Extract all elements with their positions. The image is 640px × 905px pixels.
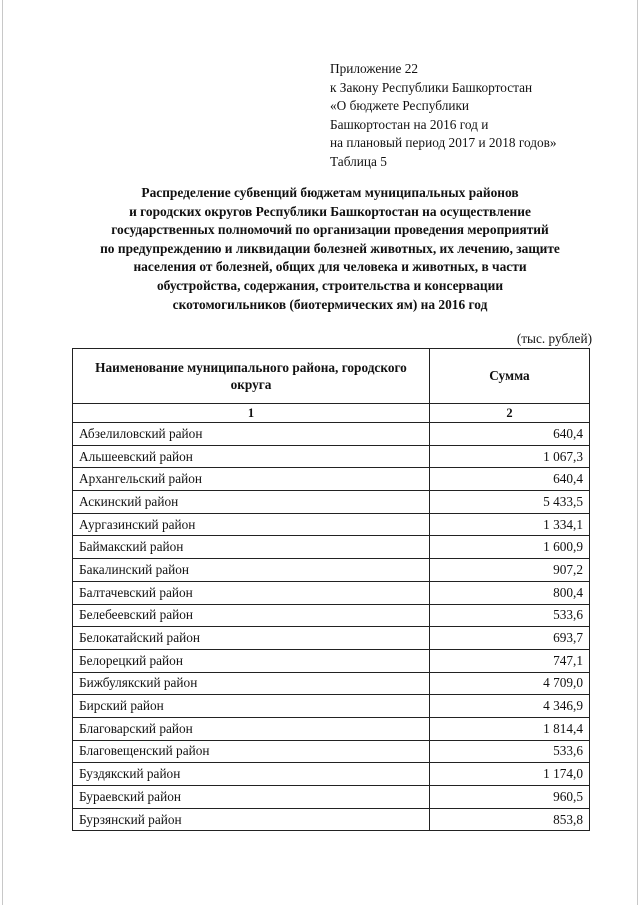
column-number-2: 2 [430, 404, 590, 423]
page-edge-left [2, 0, 3, 905]
header-sum: Сумма [430, 349, 590, 404]
district-name: Бижбулякский район [73, 672, 430, 695]
district-amount: 1 067,3 [430, 445, 590, 468]
district-amount: 693,7 [430, 627, 590, 650]
district-name: Благоварский район [73, 717, 430, 740]
appendix-line: Приложение 22 [330, 61, 418, 76]
district-amount: 747,1 [430, 649, 590, 672]
title-line: обустройства, содержания, строительства и консервации [156, 277, 504, 293]
district-name: Бирский район [73, 695, 430, 718]
page-edge-right [637, 0, 638, 905]
table-row [73, 491, 590, 514]
district-amount: 533,6 [430, 740, 590, 763]
title-line: скотомогильников (биотермических ям) на 2016 год [172, 296, 488, 312]
district-amount: 5 433,5 [430, 491, 590, 514]
table-row [73, 649, 590, 672]
district-name: Балтачевский район [73, 581, 430, 604]
table-row [73, 627, 590, 650]
table-row [73, 445, 590, 468]
district-amount: 4 346,9 [430, 695, 590, 718]
appendix-line: Башкортостан на 2016 год и [330, 116, 489, 132]
subsidy-table [72, 348, 590, 831]
district-name: Абзелиловский район [73, 423, 430, 446]
district-name: Буздякский район [73, 763, 430, 786]
district-amount: 640,4 [430, 468, 590, 491]
district-amount: 1 174,0 [430, 763, 590, 786]
district-name: Аургазинский район [73, 513, 430, 536]
district-name: Баймакский район [73, 536, 430, 559]
header-name: Наименование муниципального района, городского округа [73, 349, 430, 404]
district-name: Бураевский район [73, 786, 430, 809]
district-amount: 4 709,0 [430, 672, 590, 695]
district-name: Белокатайский район [73, 627, 430, 650]
district-amount: 533,6 [430, 604, 590, 627]
district-amount: 1 814,4 [430, 717, 590, 740]
appendix-line: на плановый период 2017 и 2018 годов» [330, 135, 557, 151]
table-row [73, 786, 590, 809]
table-row [73, 559, 590, 582]
district-amount: 853,8 [430, 808, 590, 831]
district-name: Белебеевский район [73, 604, 430, 627]
table-row [73, 672, 590, 695]
table-row [73, 695, 590, 718]
title-line: государственных полномочий по организации проведения мероприятий [111, 222, 549, 238]
table-row [73, 513, 590, 536]
title-line: по предупреждению и ликвидации болезней животных, их лечению, защите [100, 240, 560, 256]
column-number-1: 1 [73, 404, 430, 423]
title-line: Распределение субвенций бюджетам муниципальных районов [141, 185, 519, 200]
units-label: (тыс. рублей) [516, 331, 592, 346]
table-header-row [73, 349, 590, 404]
district-amount: 1 600,9 [430, 536, 590, 559]
district-name: Аскинский район [73, 491, 430, 514]
table-row [73, 423, 590, 446]
district-name: Благовещенский район [73, 740, 430, 763]
district-amount: 1 334,1 [430, 513, 590, 536]
district-amount: 800,4 [430, 581, 590, 604]
table-row [73, 604, 590, 627]
table-row [73, 468, 590, 491]
title-line: и городских округов Республики Башкортостан на осуществление [129, 203, 531, 219]
table-row [73, 581, 590, 604]
table-row [73, 536, 590, 559]
table-row [73, 717, 590, 740]
title-line: населения от болезней, общих для человека и животных, в части [133, 259, 527, 275]
appendix-line: к Закону Республики Башкортостан [330, 79, 533, 95]
appendix-block [330, 60, 630, 172]
table-row [73, 808, 590, 831]
appendix-line: Таблица 5 [330, 153, 387, 169]
district-amount: 960,5 [430, 786, 590, 809]
district-name: Архангельский район [73, 468, 430, 491]
district-amount: 640,4 [430, 423, 590, 446]
district-amount: 907,2 [430, 559, 590, 582]
district-name: Альшеевский район [73, 445, 430, 468]
district-name: Бурзянский район [73, 808, 430, 831]
table-row [73, 763, 590, 786]
column-number-row [73, 404, 590, 423]
table-row [73, 740, 590, 763]
appendix-line: «О бюджете Республики [330, 98, 470, 114]
district-name: Белорецкий район [73, 649, 430, 672]
table-body [73, 423, 590, 831]
district-name: Бакалинский район [73, 559, 430, 582]
document-title [70, 184, 590, 314]
